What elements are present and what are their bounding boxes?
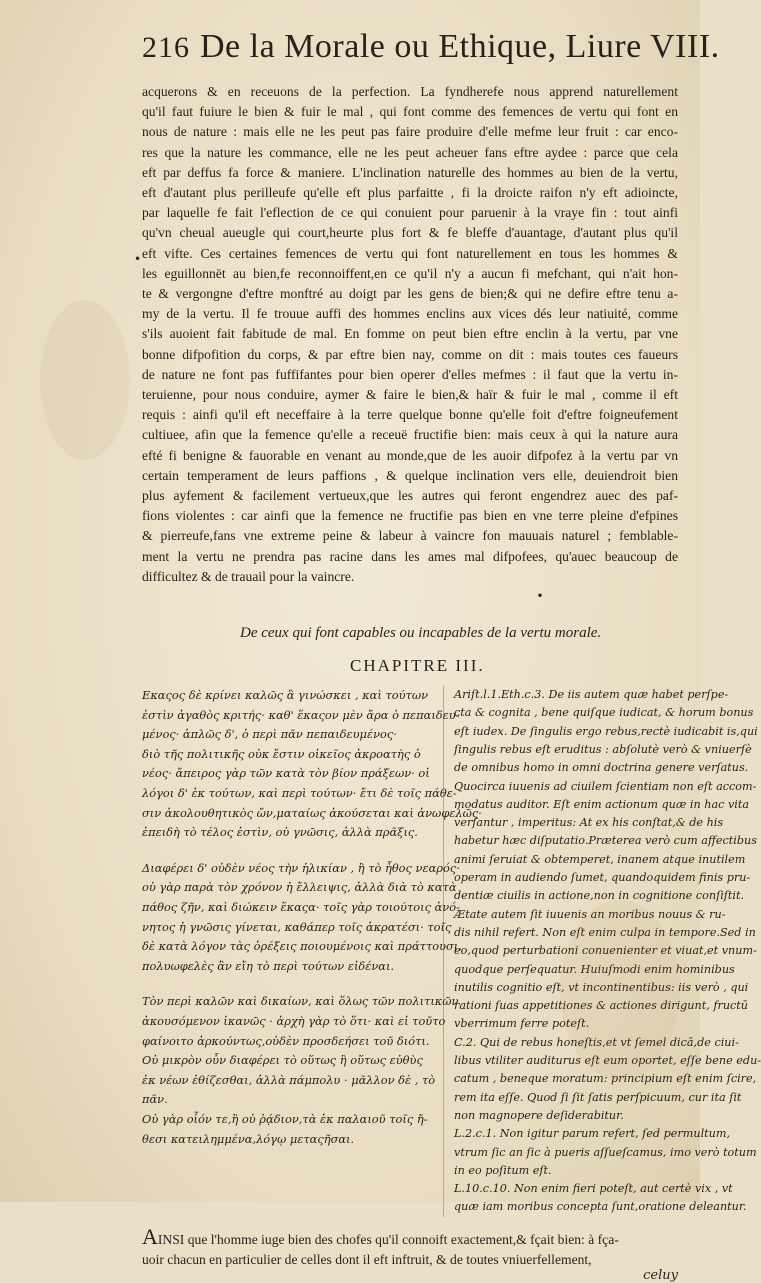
latin-line: dentiæ ciuilis in actione,non in cognitione conſiſtit. xyxy=(454,889,745,903)
body-line: difficultez & de trauail pour la vaincre. xyxy=(142,568,355,584)
greek-line: ἐκ νέων ἐθίζεσθαι, ἀλλὰ πάμπολυ · μᾶλλον δὲ , τὸ xyxy=(142,1072,436,1087)
body-line: qu'vn cheual aueugle qui court,heurte plus fort & fe bleffe d'auantage, d'autant plus qu'il xyxy=(142,225,678,241)
page-number: 216 xyxy=(142,31,190,64)
body-line: acquerons & en receuons de la perfection. La fyndherefe nous apprend naturellement xyxy=(142,84,678,99)
greek-line: Οὐ μικρὸν οὖν διαφέρει τὸ οὕτως ἢ οὕτως εὐθὺς xyxy=(142,1053,423,1068)
greek-paragraph xyxy=(142,859,462,977)
chapter-heading: CHAPITRE III. xyxy=(350,656,485,676)
latin-line: C.2. Qui de rebus honeſtis,et vt ſemel dicā,de ciui- xyxy=(454,1035,739,1049)
latin-line: de omnibus homo in omni doctrina genere verſatus. xyxy=(454,761,749,775)
latin-line: eo,quod perturbationi conuenienter et viuat,et vnum- xyxy=(454,944,757,958)
greek-line: πᾶν. xyxy=(142,1092,168,1107)
greek-line: λόγοι δ' ἐκ τούτων, καὶ περὶ τούτων· ἔτι δὲ τοῖς πάθε- xyxy=(142,786,457,801)
greek-line: Τὸν περὶ καλῶν καὶ δικαίων, καὶ ὅλως τῶν πολιτικῶν xyxy=(142,994,459,1009)
latin-line: rem ita eſſe. Quod ſi ſit ſatis perſpicuum, cur ita ſit xyxy=(454,1090,742,1104)
body-line: my de la vertu. Il fe trouue auffi des hommes enclins aux vices dés leur natiuité, comme xyxy=(142,306,678,322)
body-line: les eguillonnët au bien,fe reconnoiffent,en ce qu'il n'y a aucun fi mefchant, qui n'ait hon- xyxy=(142,265,678,281)
greek-line: θεσι κατειλημμένα,λόγῳ μεταςῆσαι. xyxy=(142,1131,355,1146)
latin-line: ſingulis rebus eſt eruditus : abſolutè verò & vniuerſè xyxy=(454,742,752,756)
latin-line: Quocirca iuuenis ad ciuilem ſcientiam non eſt accom- xyxy=(454,779,757,793)
greek-line: πάθος ζῆν, καὶ διώκειν ἕκαςα· τοῖς γὰρ τοιούτοις ἀνό- xyxy=(142,900,460,915)
greek-line: ἐπειδὴ τὸ τέλος ἐστὶν, οὐ γνῶσις, ἀλλὰ πρᾶξις. xyxy=(142,825,418,840)
latin-line: Ariſt.l.1.Eth.c.3. De iis autem quæ habet perſpe- xyxy=(454,688,729,702)
body-line: requis : ainfi qu'il eft neceffaire à la terre quelque bonne qu'elle foit d'eftre foigneufement xyxy=(142,407,678,423)
body-line: ment la vertu ne prendra pas racine dans les ames mal difpofees, qu'auec beaucoup de xyxy=(142,548,678,564)
greek-line: μένος· ἁπλῶς δ', ὁ περὶ πᾶν πεπαιδευμένος· xyxy=(142,727,397,742)
body-line: eft par deffus fa force & maniere. L'inclination naturelle des hommes au bien de la vertu, xyxy=(142,164,678,180)
body-line: certain temperament de leurs paffions , & quelque inclination vers elle, deuiendroit bien xyxy=(142,467,678,483)
body-paragraph xyxy=(142,82,678,587)
latin-line: non magnopere deſiderabitur. xyxy=(454,1108,624,1122)
body-line: par laquelle fe fait l'eflection de ce qui conuient pour paruenir à la vraye fin : tout ainfi xyxy=(142,205,678,221)
body-line: eft d'autant plus perilleufe qu'elle eft plus parfaitte , fi la droicte raifon n'y eft adioincte, xyxy=(142,185,678,201)
greek-line: πολυωφελὲς ἂν εἴη τὸ περὶ τούτων εἰδέναι. xyxy=(142,958,395,973)
latin-line: vberrimum ferre poteſt. xyxy=(454,1017,590,1031)
body-line: fions violentes : car ainfi que la femence ne fructifie pas bien en vne terre pleine d'efpines xyxy=(142,508,678,524)
greek-paragraph xyxy=(142,992,459,1149)
latin-line: Ætate autem ſit iuuenis an moribus nouus & ru- xyxy=(454,907,726,921)
latin-line: animi ſeruiat & obtemperet, inanem atque inutilem xyxy=(454,852,746,866)
running-title: De la Morale ou Ethique, Liure VIII. xyxy=(200,28,720,65)
final-line xyxy=(142,1223,678,1250)
catchword: celuy xyxy=(643,1267,678,1283)
latin-line: L.2.c.1. Non igitur parum refert, ſed permultum, xyxy=(454,1127,731,1141)
latin-line: habetur hæc diſputatio.Præterea verò cum affectibus xyxy=(454,834,757,848)
latin-line: libus vtiliter auditurus eſt eum oportet, eſſe bene edu- xyxy=(454,1054,761,1068)
latin-line: rationi ſuas appetitiones & actiones dirigunt, fructū xyxy=(454,999,748,1013)
body-line: eft vifte. Ces certaines femences de vertu qui font naturellement en tous les hommes & xyxy=(142,245,678,261)
body-line: bonne difpofition du corps, & par eftre bien nay, comme on dit : mais toutes ces faueurs xyxy=(142,346,678,362)
latin-line: verſantur , imperitus: At ex his conſtat,& de his xyxy=(454,816,724,830)
page-header xyxy=(142,28,720,74)
margin-mark: • xyxy=(134,252,142,266)
body-line: & pierreufe,fans vne extreme peine & labeur à vaincre fon mauuais naturel ; femblable- xyxy=(142,528,678,544)
body-line: efté fi benigne & fauorable en venant au monde,que de les auoir difpofez à la vertu par vn xyxy=(142,447,678,463)
body-line: cultiuee, afin que la femence qu'elle a receuë fructifie bien: mais ceux à qui la nature aura xyxy=(142,427,678,443)
body-line: s'ils auoient fait fabitude de mal. En fomme on peut bien eftre enclin à la vertu, par vne xyxy=(142,326,678,342)
final-line-text: INSI que l'homme iuge bien des chofes qu'il connoift exactement,& fçait bien: à fça- xyxy=(157,1231,619,1247)
greek-paragraph xyxy=(142,686,482,843)
latin-line: dis nihil refert. Non eſt enim culpa in tempore.Sed in xyxy=(454,925,756,939)
greek-line: Εκαςος δὲ κρίνει καλῶς ἃ γινώσκει , καὶ τούτων xyxy=(142,688,429,703)
greek-line: ἀκουσόμενον ἱκανῶς · ἀρχὴ γὰρ τὸ ὅτι· καὶ εἰ τοῦτο xyxy=(142,1013,446,1028)
body-line: de nature ne font pas fuffifantes pour bien operer d'elles mefmes : il faut que la vertu in- xyxy=(142,366,678,382)
latin-line: quodque perſequatur. Huiuſmodi enim hominibus xyxy=(454,962,735,976)
latin-line: L.10.c.10. Non enim fieri poteſt, aut certè vix , vt xyxy=(454,1182,733,1196)
greek-line: σιν ἀκολουθητικὸς ὤν,ματαίως ἀκούσεται καὶ ἀνωφελῶς· xyxy=(142,805,482,820)
latin-line: operam in audiendo ſumet, quandoquidem finis pru- xyxy=(454,871,751,885)
greek-line: νέος· ἄπειρος γὰρ τῶν κατὰ τὸν βίον πράξεων· οἱ xyxy=(142,766,430,781)
latin-line: in eo poſitum eſt. xyxy=(454,1163,552,1177)
final-line xyxy=(142,1250,678,1270)
greek-line: Διαφέρει δ' οὐδὲν νέος τὴν ἡλικίαν , ἢ τὸ ἦθος νεαρός· xyxy=(142,860,460,875)
drop-cap: A xyxy=(142,1223,158,1249)
greek-line: φαίνοιτο ἀρκούντως,οὐδὲν προσδεήσει τοῦ διότι. xyxy=(142,1033,430,1048)
section-title: De ceux qui font capables ou incapables de la vertu morale. xyxy=(240,625,602,642)
latin-line: catum , beneque moratum: principium eſt enim ſcire, xyxy=(454,1072,757,1086)
final-paragraph xyxy=(142,1223,678,1270)
latin-line: modatus auditor. Eſt enim actionum quæ in hac vita xyxy=(454,797,750,811)
latin-line: vtrum ſic an ſic à pueris aſſueſcamus, imo verò totum xyxy=(454,1145,757,1159)
end-mark: • xyxy=(536,589,544,604)
body-line: res que la nature les commance, elle ne les peut acheuer fans eftre aydee : parce que cela xyxy=(142,144,678,160)
latin-line: quæ iam moribus concepta ſunt,oratione deleantur. xyxy=(454,1200,747,1214)
greek-line: νητος ἡ γνῶσις γίνεται, καθάπερ τοῖς ἀκρατέσι· τοῖς xyxy=(142,919,452,934)
body-line: nous de nature : mais elle ne les peut pas faire produire d'elle mefme leur fruit : car enco- xyxy=(142,124,678,140)
body-line: plus ayfement & facilement vertueux,que les autres qui feront engendrez auec des paf- xyxy=(142,488,678,504)
latin-line: inutilis cognitio eſt, vt incontinentibus: iis verò , qui xyxy=(454,980,749,994)
greek-line: οὐ γὰρ παρὰ τὸν χρόνον ἡ ἔλλειψις, ἀλλὰ διὰ τὸ κατὰ xyxy=(142,880,457,895)
greek-line: δὲ κατὰ λόγον τὰς ὀρέξεις ποιουμένοις καὶ πράττουσι, xyxy=(142,939,462,954)
latin-line: cta & cognita , bene quiſque iudicat, & horum bonus xyxy=(454,706,754,720)
final-line-text: uoir chacun en particulier de celles dont il eft inftruit, & de toutes vniuerfellement, xyxy=(142,1251,592,1267)
greek-line: διὸ τῆς πολιτικῆς οὐκ ἔστιν οἰκεῖος ἀκροατὴς ὁ xyxy=(142,746,421,761)
greek-column xyxy=(142,686,482,1217)
body-line: te & vergongne d'eftre monftré au doigt par les gens de bien;& qui ne defire eftre tenu a- xyxy=(142,286,678,302)
body-line: qu'il faut fuiure le bien & fuir le mal , qui font comme des femences de vertu qui font en xyxy=(142,104,678,120)
body-line: teruienne, pour nous conduire, aymer & faire le bien,& haïr & fuir le mal , comme il eft xyxy=(142,387,678,403)
greek-line: Οὐ γὰρ οἷόν τε,ἢ οὐ ῥᾴδιον,τὰ ἐκ παλαιοῦ τοῖς ἤ- xyxy=(142,1111,428,1126)
greek-line: ἐστὶν ἀγαθὸς κριτής· καθ' ἕκαςον μὲν ἄρα ὁ πεπαιδευ- xyxy=(142,707,460,722)
latin-line: eſt iudex. De ſingulis ergo rebus,rectè iudicabit is,qui xyxy=(454,724,758,738)
